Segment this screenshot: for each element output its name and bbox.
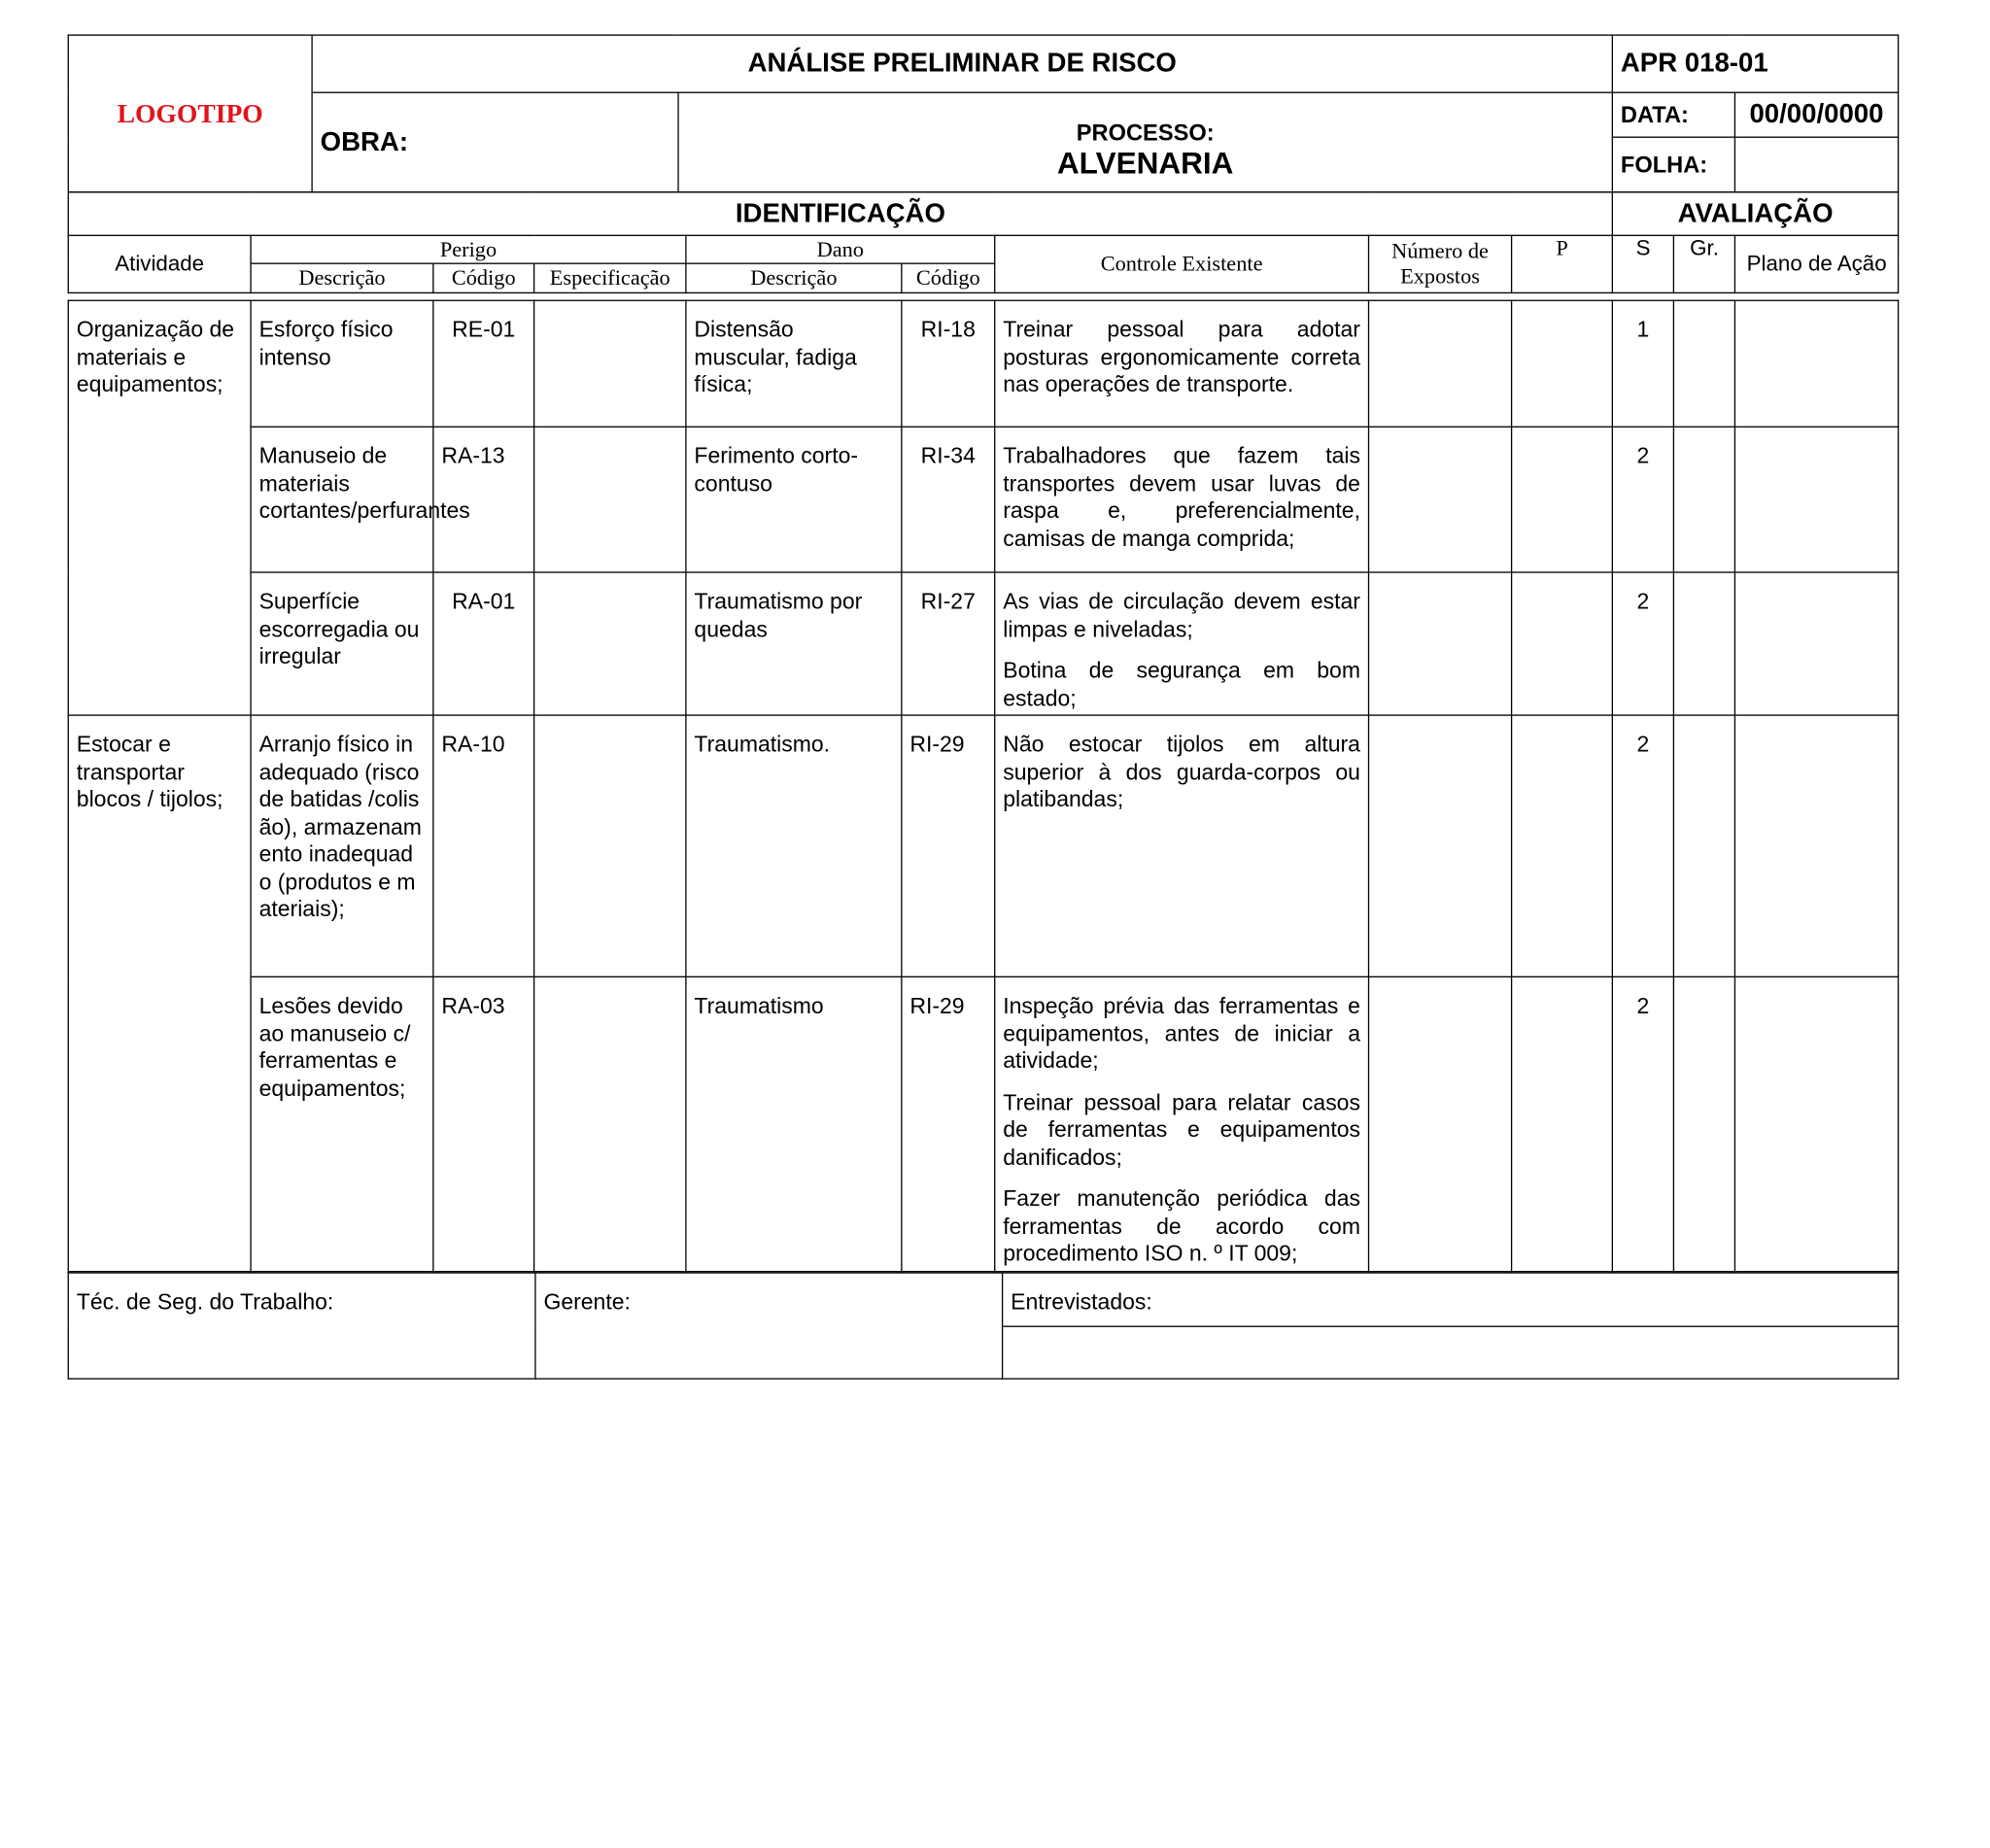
table-row xyxy=(68,976,1898,1271)
perigo-codigo-cell: RA-03 xyxy=(433,976,534,1271)
gr-cell xyxy=(1673,427,1734,572)
col-dano-codigo: Código xyxy=(902,263,995,292)
expostos-cell xyxy=(1369,976,1512,1271)
col-atividade: Atividade xyxy=(68,235,251,292)
col-perigo-especificacao: Especificação xyxy=(534,263,686,292)
controle-text: Treinar pessoal para relatar casos de ferramentas e equipamentos danificados; xyxy=(1003,1088,1360,1170)
document-code: APR 018-01 xyxy=(1612,35,1898,92)
p-cell xyxy=(1512,572,1613,715)
perigo-especificacao-cell xyxy=(534,300,686,427)
tec-seg-label: Téc. de Seg. do Trabalho: xyxy=(76,1288,334,1315)
expostos-cell xyxy=(1369,427,1512,572)
signature-table xyxy=(68,1272,1900,1379)
controle-cell xyxy=(995,572,1369,715)
dano-descricao-cell: Distensão muscular, fadiga física; xyxy=(686,300,902,427)
s-cell: 2 xyxy=(1612,976,1673,1271)
controle-cell xyxy=(995,715,1369,976)
col-dano-descricao: Descrição xyxy=(686,263,902,292)
controle-text: Inspeção prévia das ferramentas e equipamentos, antes de iniciar a atividade; xyxy=(1003,992,1360,1074)
plano-cell xyxy=(1734,572,1898,715)
table-row xyxy=(68,572,1898,715)
gr-cell xyxy=(1673,572,1734,715)
expostos-cell xyxy=(1369,300,1512,427)
processo-value: ALVENARIA xyxy=(1056,147,1234,182)
controle-text: As vias de circulação devem estar limpas e niveladas; xyxy=(1003,588,1360,641)
perigo-especificacao-cell xyxy=(534,976,686,1271)
p-cell xyxy=(1512,300,1613,427)
obra-label: OBRA: xyxy=(320,126,409,156)
s-cell: 2 xyxy=(1612,427,1673,572)
dano-descricao-cell: Traumatismo. xyxy=(686,715,902,976)
dano-codigo-cell: RI-34 xyxy=(902,427,995,572)
table-row xyxy=(68,715,1898,976)
controle-text: Treinar pessoal para adotar posturas ergonomicamente correta nas operações de transporte. xyxy=(1003,316,1360,397)
gerente-label: Gerente: xyxy=(543,1288,631,1315)
perigo-especificacao-cell xyxy=(534,427,686,572)
perigo-descricao-cell: Lesões devido ao manuseio c/ ferramentas e equipamentos; xyxy=(251,976,433,1271)
expostos-cell xyxy=(1369,572,1512,715)
perigo-codigo-cell: RA-01 xyxy=(433,572,534,715)
entrevistados-blank[interactable] xyxy=(1003,1326,1899,1379)
header-table xyxy=(68,34,1900,192)
plano-cell xyxy=(1734,976,1898,1271)
tec-seg-field[interactable] xyxy=(68,1273,535,1379)
table-row xyxy=(68,427,1898,572)
table-row xyxy=(68,300,1898,427)
entrevistados-field[interactable] xyxy=(1003,1273,1899,1326)
col-perigo-descricao: Descrição xyxy=(251,263,433,292)
col-gr: Gr. xyxy=(1674,235,1735,292)
processo-label: PROCESSO: xyxy=(1076,120,1215,146)
dano-descricao-cell: Ferimento corto-contuso xyxy=(686,427,902,572)
data-value[interactable]: 00/00/0000 xyxy=(1734,92,1898,137)
folha-label: FOLHA: xyxy=(1612,137,1734,191)
s-cell: 1 xyxy=(1612,300,1673,427)
processo-field xyxy=(678,92,1612,191)
dano-codigo-cell: RI-18 xyxy=(902,300,995,427)
plano-cell xyxy=(1734,427,1898,572)
gr-cell xyxy=(1673,715,1734,976)
controle-text: Fazer manutenção periódica das ferramentas de acordo com procedimento ISO n. º IT 009; xyxy=(1003,1185,1360,1266)
p-cell xyxy=(1512,976,1613,1271)
col-dano: Dano xyxy=(686,235,995,263)
col-numero-expostos: Número de Expostos xyxy=(1369,235,1512,292)
plano-cell xyxy=(1734,715,1898,976)
atividade-cell: Estocar e transportar blocos / tijolos; xyxy=(68,715,251,1271)
perigo-codigo-cell: RE-01 xyxy=(433,300,534,427)
dano-descricao-cell: Traumatismo xyxy=(686,976,902,1271)
controle-cell xyxy=(995,300,1369,427)
perigo-especificacao-cell xyxy=(534,715,686,976)
gr-cell xyxy=(1673,300,1734,427)
col-p: P xyxy=(1512,235,1613,292)
data-label: DATA: xyxy=(1612,92,1734,137)
controle-cell xyxy=(995,427,1369,572)
dano-descricao-cell: Traumatismo por quedas xyxy=(686,572,902,715)
folha-value[interactable] xyxy=(1734,137,1898,191)
col-perigo-codigo: Código xyxy=(433,263,534,292)
p-cell xyxy=(1512,715,1613,976)
perigo-codigo-cell: RA-13 xyxy=(433,427,534,572)
logo-placeholder: LOGOTIPO xyxy=(68,35,312,192)
risk-table xyxy=(68,300,1900,1272)
p-cell xyxy=(1512,427,1613,572)
column-header-table xyxy=(68,191,1900,293)
perigo-descricao-cell: Arranjo físico inadequado (risco de batidas /colisão), armazenamento inadequado (produtos e materiais); xyxy=(251,715,433,976)
perigo-descricao-cell: Manuseio de materiais cortantes/perfurantes xyxy=(251,427,433,572)
perigo-codigo-cell: RA-10 xyxy=(433,715,534,976)
col-s: S xyxy=(1613,235,1674,292)
entrevistados-label: Entrevistados: xyxy=(1011,1288,1152,1315)
controle-text: Não estocar tijolos em altura superior à dos guarda-corpos ou platibandas; xyxy=(1003,731,1360,812)
atividade-cell: Organização de materiais e equipamentos; xyxy=(68,300,251,715)
dano-codigo-cell: RI-27 xyxy=(902,572,995,715)
plano-cell xyxy=(1734,300,1898,427)
col-plano-acao: Plano de Ação xyxy=(1735,235,1899,292)
expostos-cell xyxy=(1369,715,1512,976)
obra-field[interactable] xyxy=(312,92,678,191)
controle-text: Botina de segurança em bom estado; xyxy=(1003,657,1360,710)
perigo-descricao-cell: Esforço físico intenso xyxy=(251,300,433,427)
section-identificacao: IDENTIFICAÇÃO xyxy=(68,192,1612,236)
document-title: ANÁLISE PRELIMINAR DE RISCO xyxy=(312,35,1612,92)
controle-cell xyxy=(995,976,1369,1271)
s-cell: 2 xyxy=(1612,715,1673,976)
controle-text: Trabalhadores que fazem tais transportes devem usar luvas de raspa e, preferencialmente, camisas de manga comprida; xyxy=(1003,442,1360,551)
col-controle-existente: Controle Existente xyxy=(995,235,1369,292)
col-perigo: Perigo xyxy=(251,235,686,263)
section-avaliacao: AVALIAÇÃO xyxy=(1613,192,1899,236)
dano-codigo-cell: RI-29 xyxy=(902,976,995,1271)
gr-cell xyxy=(1673,976,1734,1271)
perigo-descricao-cell: Superfície escorregadia ou irregular xyxy=(251,572,433,715)
s-cell: 2 xyxy=(1612,572,1673,715)
gerente-field[interactable] xyxy=(535,1273,1003,1379)
dano-codigo-cell: RI-29 xyxy=(902,715,995,976)
perigo-especificacao-cell xyxy=(534,572,686,715)
